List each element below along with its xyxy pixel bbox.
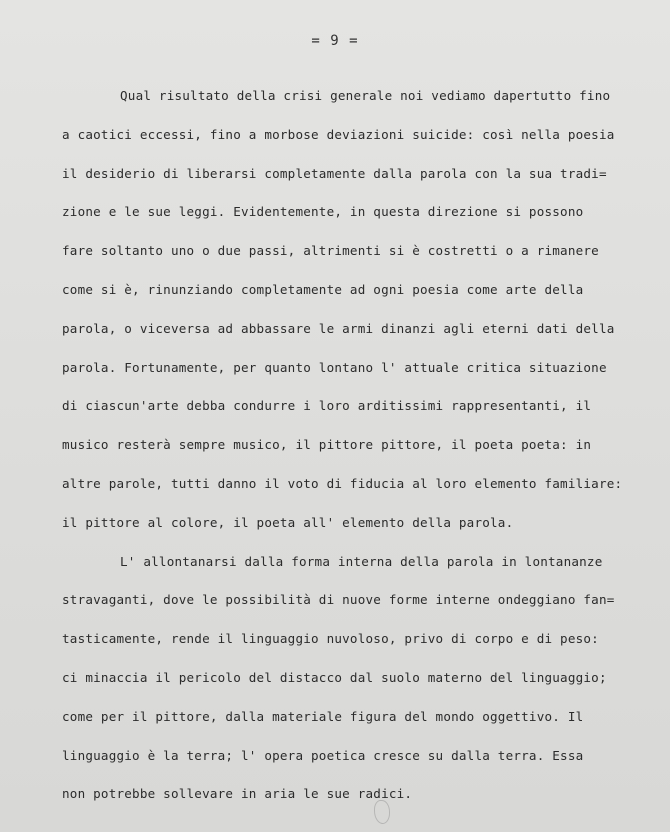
text-line: zione e le sue leggi. Evidentemente, in questa direzione si possono (62, 204, 584, 220)
text-line: stravaganti, dove le possibilità di nuove forme interne ondeggiano fan= (62, 592, 615, 608)
paragraph-2 (62, 548, 622, 820)
text-line: ci minaccia il pericolo del distacco dal suolo materno del linguaggio; (62, 669, 607, 685)
text-line: il desiderio di liberarsi completamente dalla parola con la sua tradi= (62, 165, 607, 181)
text-line: tasticamente, rende il linguaggio nuvoloso, privo di corpo e di peso: (62, 631, 599, 647)
text-line: parola, o viceversa ad abbassare le armi dinanzi agli eterni dati della (62, 320, 615, 336)
text-line: a caotici eccessi, fino a morbose deviazioni suicide: così nella poesia (62, 126, 615, 142)
text-line: linguaggio è la terra; l' opera poetica cresce su dalla terra. Essa (62, 747, 584, 763)
text-line: musico resterà sempre musico, il pittore pittore, il poeta poeta: in (62, 437, 592, 453)
text-line: il pittore al colore, il poeta all' elemento della parola. (62, 514, 514, 530)
text-line: altre parole, tutti danno il voto di fiducia al loro elemento familiare: (62, 475, 623, 491)
text-line: come per il pittore, dalla materiale figura del mondo oggettivo. Il (62, 708, 584, 724)
text-line: L' allontanarsi dalla forma interna della parola in lontananze (120, 553, 603, 569)
paper-mark (374, 800, 390, 824)
paragraph-1 (62, 82, 622, 548)
text-line: fare soltanto uno o due passi, altrimenti si è costretti o a rimanere (62, 243, 599, 259)
page-number: = 9 = (311, 33, 359, 49)
text-line: Qual risultato della crisi generale noi vediamo dapertutto fino (120, 88, 611, 103)
text-line: di ciascun'arte debba condurre i loro arditissimi rappresentanti, il (62, 398, 592, 414)
text-line: come si è, rinunziando completamente ad ogni poesia come arte della (62, 281, 584, 297)
text-line: parola. Fortunamente, per quanto lontano l' attuale critica situazione (62, 359, 607, 375)
body-text (62, 82, 622, 819)
text-line: non potrebbe sollevare in aria le sue radici. (62, 786, 413, 802)
